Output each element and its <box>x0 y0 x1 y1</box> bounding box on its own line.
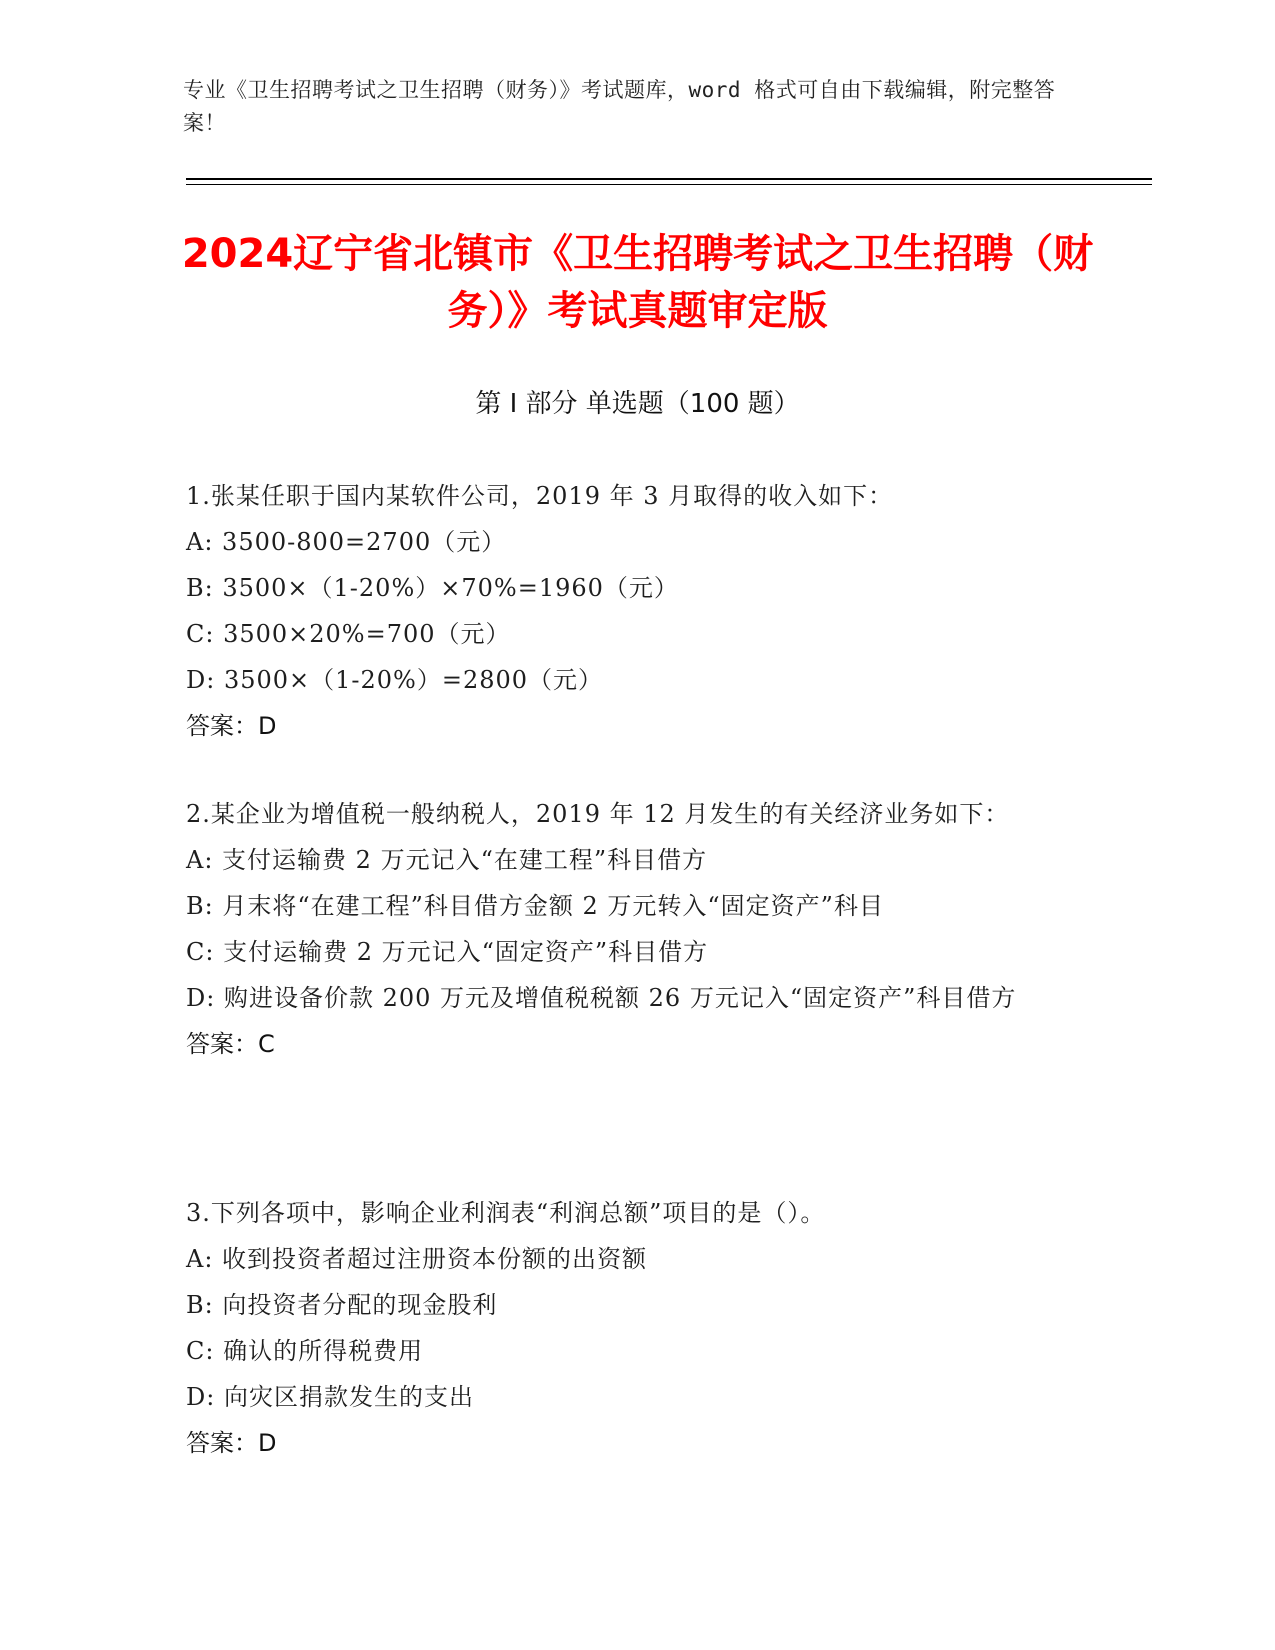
option-c: C: 支付运输费 2 万元记入“固定资产”科目借方 <box>186 938 709 966</box>
answer: 答案：C <box>186 1030 275 1058</box>
question-stem: 1.张某任职于国内某软件公司，2019 年 3 月取得的收入如下： <box>186 482 894 510</box>
question-3 <box>186 1190 1086 1466</box>
option-d: D: 3500×（1-20%）=2800（元） <box>186 666 604 694</box>
option-d: D: 购进设备价款 200 万元及增值税税额 26 万元记入“固定资产”科目借方 <box>186 984 1017 1012</box>
option-c: C: 确认的所得税费用 <box>186 1337 424 1365</box>
option-a: A: 3500-800=2700（元） <box>186 528 507 556</box>
question-stem: 3.下列各项中，影响企业利润表“利润总额”项目的是（）。 <box>186 1199 826 1227</box>
option-c: C: 3500×20%=700（元） <box>186 620 511 648</box>
option-d: D: 向灾区捐款发生的支出 <box>186 1383 474 1411</box>
option-b: B: 3500×（1-20%）×70%=1960（元） <box>186 574 679 602</box>
option-b: B: 向投资者分配的现金股利 <box>186 1291 498 1319</box>
header-divider-thick <box>186 178 1152 180</box>
document-title: 2024辽宁省北镇市《卫生招聘考试之卫生招聘（财务）》考试真题审定版 <box>181 231 1094 334</box>
option-a: A: 收到投资者超过注册资本份额的出资额 <box>186 1245 648 1273</box>
option-b: B: 月末将“在建工程”科目借方金额 2 万元转入“固定资产”科目 <box>186 892 884 920</box>
question-stem: 2.某企业为增值税一般纳税人，2019 年 12 月发生的有关经济业务如下： <box>186 800 1010 828</box>
question-1 <box>186 473 1086 749</box>
header-divider-thin <box>186 184 1152 185</box>
question-2 <box>186 791 1086 1067</box>
header-note: 专业《卫生招聘考试之卫生招聘（财务）》考试题库，word 格式可自由下载编辑，附完整答案！ <box>183 78 1056 135</box>
answer: 答案：D <box>186 712 277 740</box>
section-heading: 第 I 部分 单选题（100 题） <box>475 389 800 419</box>
option-a: A: 支付运输费 2 万元记入“在建工程”科目借方 <box>186 846 708 874</box>
answer: 答案：D <box>186 1429 277 1457</box>
